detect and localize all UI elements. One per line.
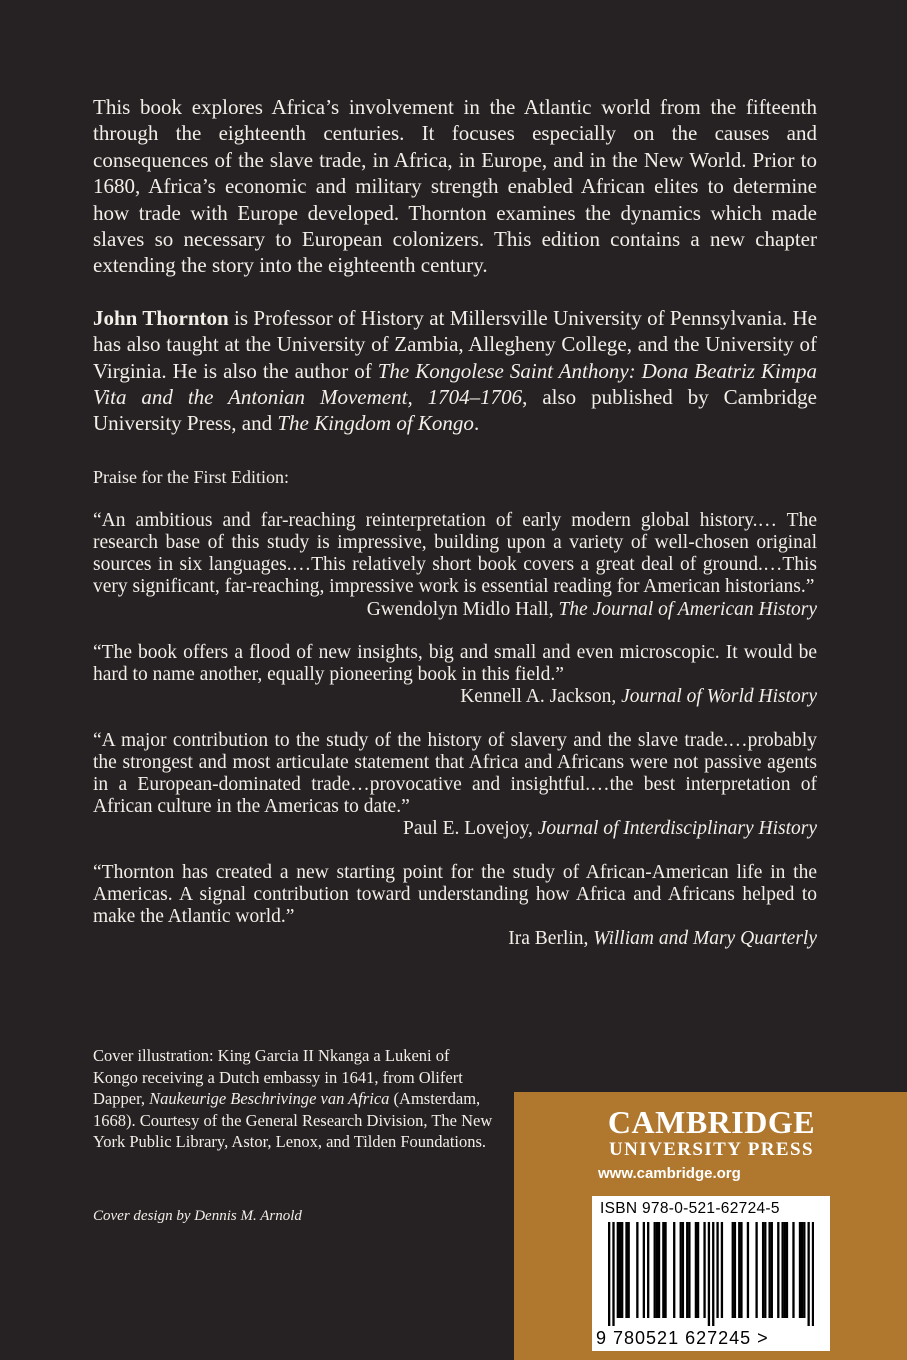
barcode-digits: 9 780521 627245 >	[596, 1328, 769, 1348]
barcode-bar	[695, 1222, 697, 1318]
barcode-bar	[738, 1222, 740, 1318]
barcode-bar	[621, 1222, 623, 1318]
review-quote	[93, 862, 817, 951]
barcode-bar	[680, 1222, 682, 1318]
barcode-bar	[617, 1222, 619, 1318]
barcode-bar	[781, 1222, 783, 1318]
barcode-bar	[647, 1222, 649, 1318]
praise-heading: Praise for the First Edition:	[93, 466, 289, 487]
barcode-bar	[799, 1222, 801, 1318]
barcode-bar	[807, 1222, 809, 1326]
barcode-bar	[747, 1222, 749, 1318]
quote-text: “The book offers a flood of new insights, big and small and even microscopic. It would be hard to name another, equally pioneering book in this field.”	[93, 641, 817, 686]
barcode-bar	[801, 1222, 803, 1318]
barcode-bar	[786, 1222, 788, 1318]
barcode-bar	[612, 1222, 614, 1326]
barcode-icon	[608, 1222, 814, 1326]
barcode-bar	[703, 1222, 705, 1318]
barcode-bar	[762, 1222, 764, 1318]
barcode-bar	[636, 1222, 638, 1318]
isbn-label: ISBN 978-0-521-62724-5	[600, 1200, 780, 1217]
quote-attribution: Ira Berlin, William and Mary Quarterly	[508, 928, 817, 950]
barcode-bar	[768, 1222, 770, 1318]
barcode-bar	[708, 1222, 710, 1326]
barcode-bar	[625, 1222, 627, 1318]
cover-design-credit: Cover design by Dennis M. Arnold	[93, 1208, 302, 1224]
publisher-box	[514, 1092, 907, 1360]
barcode-bar	[734, 1222, 736, 1318]
book-title-kongolese-saint: The Kongolese Saint Anthony: Dona Beatriz Kimpa Vita and the Antonian Movement, 1704–1706	[93, 358, 817, 410]
author-name: John Thornton	[93, 305, 229, 330]
barcode-bar	[643, 1222, 645, 1318]
barcode-bar	[777, 1222, 779, 1318]
barcode-bar	[764, 1222, 766, 1318]
barcode-bar	[673, 1222, 675, 1318]
barcode-bar	[654, 1222, 656, 1318]
barcode-bar	[658, 1222, 660, 1318]
barcode-bar	[812, 1222, 814, 1326]
barcode-bar	[755, 1222, 757, 1318]
barcode-bar	[656, 1222, 658, 1318]
barcode-bar	[619, 1222, 621, 1318]
book-title-kingdom-of-kongo: The Kingdom of Kongo	[277, 411, 474, 436]
barcode-bar	[697, 1222, 699, 1318]
quote-text: “Thornton has created a new starting point for the study of African-American life in the Americas. A signal contribution toward understanding how Africa and Africans helped to make the Atlantic world.”	[93, 861, 817, 927]
barcode-bar	[771, 1222, 773, 1318]
isbn-barcode-panel	[592, 1196, 830, 1351]
book-description: This book explores Africa’s involvement in the Atlantic world from the fifteenth through the eighteenth centuries. It focuses especially on the causes and consequences of the slave trade, in Africa, in Europe, and in the New World. Prior to 1680, Africa’s economic and military strength enabled African elites to determine how trade with Europe developed. Thornton examines the dynamics which made slaves so necessary to European colonizers. This edition contains a new chapter extending the story into the eighteenth century.	[93, 95, 817, 278]
barcode-bar	[686, 1222, 688, 1318]
barcode-bar	[716, 1222, 718, 1318]
review-quote	[93, 510, 817, 621]
publisher-press: UNIVERSITY PRESS	[609, 1139, 814, 1160]
barcode-bar	[664, 1222, 666, 1318]
quote-attribution: Paul E. Lovejoy, Journal of Interdisciplinary History	[403, 818, 817, 840]
barcode-bar	[792, 1222, 794, 1318]
quote-attribution: Kennell A. Jackson, Journal of World History	[460, 686, 817, 708]
barcode-bar	[784, 1222, 786, 1318]
barcode-bar	[732, 1222, 734, 1318]
barcode-bar	[712, 1222, 714, 1326]
review-quote	[93, 730, 817, 841]
cover-illustration-credit: Cover illustration: King Garcia II Nkanga a Lukeni of Kongo receiving a Dutch embassy in 1641, from Olifert Dapper, Naukeurige Beschrivinge van Africa (Amsterdam, 1668). Courtesy of the General Research Division, The New York Public Library, Astor, Lenox, and Tilden Foundations.	[93, 1046, 493, 1151]
barcode-bar	[721, 1222, 723, 1318]
quote-text: “A major contribution to the study of the history of slavery and the slave trade.…probably the strongest and most articulate statement that Africa and Africans were not passive agents in a European-dominated trade…provocative and insightful.…the best interpretation of African culture in the Americas to date.”	[93, 729, 817, 818]
review-quote	[93, 642, 817, 709]
author-bio: John Thornton is Professor of History at Millersville University of Pennsylvania. He has also taught at the University of Zambia, Allegheny College, and the University of Virginia. He is also the author of The Kongolese Saint Anthony: Dona Beatriz Kimpa Vita and the Antonian Movement, 1704–1706, also published by Cambridge University Press, and The Kingdom of Kongo.	[93, 305, 817, 436]
barcode-bar	[628, 1222, 630, 1318]
quote-text: “An ambitious and far-reaching reinterpretation of early modern global history.… The research base of this study is impressive, building upon a variety of well-chosen original sources in six languages.…This relatively short book covers a great deal of ground.…This very significant, far-reaching, impressive work is essential reading for American historians.”	[93, 509, 817, 598]
barcode-bar	[803, 1222, 805, 1318]
barcode-bar	[662, 1222, 664, 1318]
barcode-bar	[740, 1222, 742, 1318]
quote-attribution: Gwendolyn Midlo Hall, The Journal of American History	[366, 598, 817, 620]
back-cover-text	[93, 94, 817, 950]
barcode-bar	[682, 1222, 684, 1318]
barcode-bar	[608, 1222, 610, 1326]
publisher-url: www.cambridge.org	[598, 1165, 741, 1182]
publisher-name: CAMBRIDGE	[607, 1104, 816, 1140]
barcode-bar	[688, 1222, 690, 1318]
